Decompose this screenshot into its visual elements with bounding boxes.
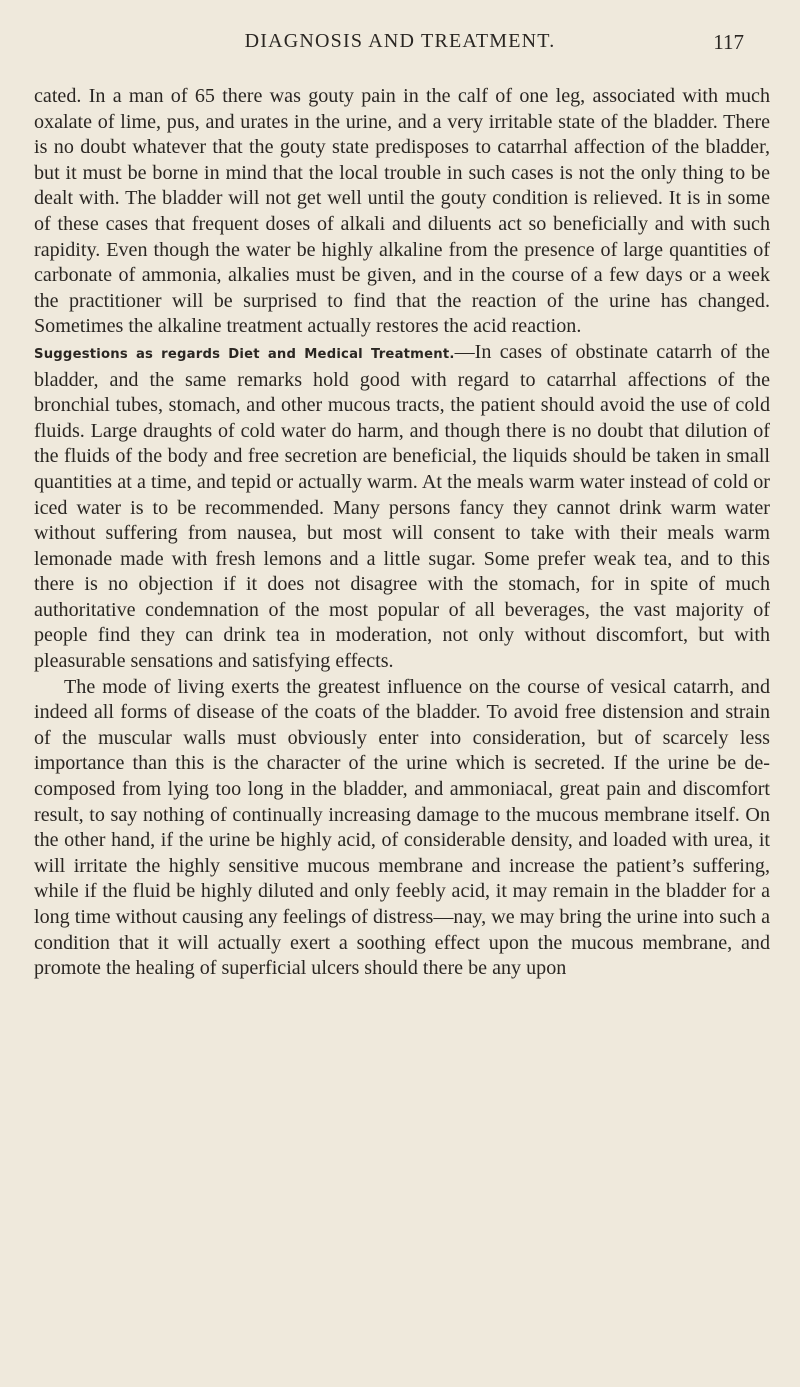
paragraph-text: —In cases of obstinate catarrh of the bladder, and the same remarks hold good with regard to catarrhal affections of the bronchial tubes, stomach, and other mucous tracts, the patient should avoid the use of cold fluids. Large draughts of cold water do harm, and though there is no doubt that dilution of the fluids of the body and free secretion are beneficial, the liquids should be taken in small quantities at a time, and tepid or actually warm. At the meals warm water instead of cold or iced water is to be recommended. Many persons fancy they cannot drink warm water without suffering from nausea, but most will consent to take with their meals warm lemonade made with fresh lemons and a little sugar. Some prefer weak tea, and to this there is no objection if it does not disagree with the stomach, for in spite of much authoritative condemnation of the most popular of all beverages, the vast majority of people find they can drink tea in moderation, not only without discomfort, but with pleasurable sensations and satisfying effects. xyxy=(34,340,770,673)
page-header xyxy=(0,30,800,64)
paragraph-mode-of-living xyxy=(34,675,770,982)
paragraph-continuation xyxy=(34,84,770,340)
body-text xyxy=(34,84,770,982)
running-title: DIAGNOSIS AND TREATMENT. xyxy=(244,30,556,52)
section-sidehead: Suggestions as regards Diet and Medical Treatment. xyxy=(34,346,455,362)
paragraph-diet-treatment xyxy=(34,340,770,675)
paragraph-text: cated. In a man of 65 there was gouty pain in the calf of one leg, associated with much oxalate of lime, pus, and urates in the urine, and a very irritable state of the bladder. There is no doubt whatever that the gouty state predisposes to catarrhal affection of the bladder, but it must be borne in mind that the local trouble in such cases is not the only thing to be dealt with. The bladder will not get well until the gouty condition is relieved. It is in some of these cases that frequent doses of alkali and diluents act so beneficially and with such rapidity. Even though the water be highly alkaline from the presence of large quantities of carbonate of ammonia, alkalies must be given, and in the course of a few days or a week the practitioner will be surprised to find that the reaction of the urine has changed. Sometimes the alkaline treatment actually restores the acid reaction. xyxy=(34,85,770,338)
paragraph-text: The mode of living exerts the greatest influence on the course of vesical catarrh, and indeed all forms of disease of the coats of the bladder. To avoid free distension and strain of the muscular walls must obviously enter into consideration, but of scarcely less importance than this is the character of the urine which is secreted. If the urine be decomposed from lying too long in the bladder, and ammoniacal, great pain and discomfort result, to say nothing of continually increasing damage to the mucous membrane itself. On the other hand, if the urine be highly acid, of considerable density, and loaded with urea, it will irritate the highly sensitive mucous membrane and increase the patient’s suffering, while if the fluid be highly diluted and only feebly acid, it may remain in the bladder for a long time without causing any feelings of distress—nay, we may bring the urine into such a condition that it will actually exert a soothing effect upon the mucous membrane, and promote the healing of superficial ulcers should there be any upon xyxy=(34,675,770,980)
page-number: 117 xyxy=(713,30,744,54)
